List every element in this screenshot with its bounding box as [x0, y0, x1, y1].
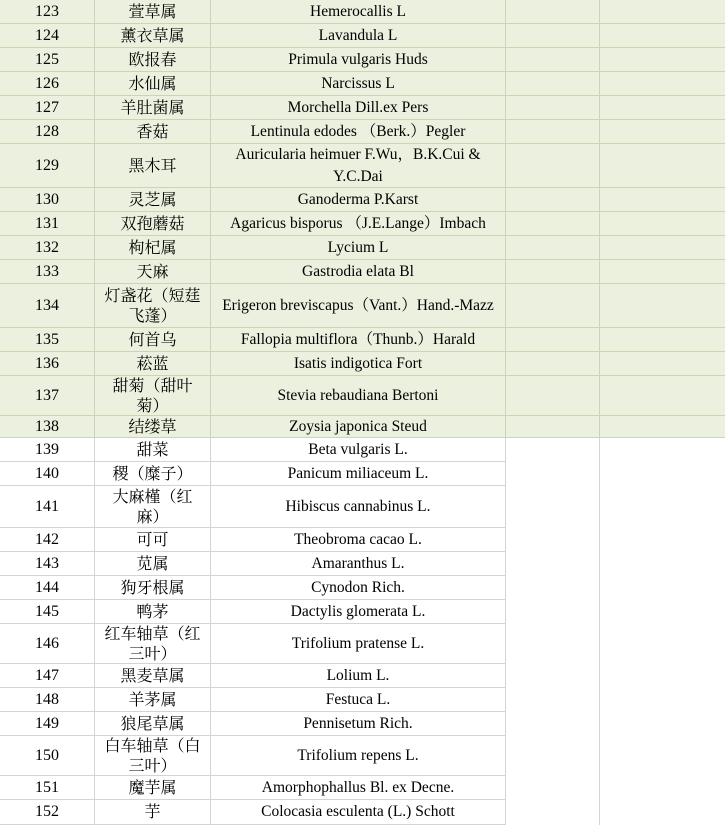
empty-cell[interactable]: [506, 328, 600, 352]
empty-cell[interactable]: [600, 462, 725, 486]
chinese-name-cell[interactable]: 甜菜: [95, 438, 211, 462]
latin-name-cell[interactable]: Isatis indigotica Fort: [211, 352, 506, 376]
row-number-cell[interactable]: 128: [0, 120, 95, 144]
empty-cell[interactable]: [600, 688, 725, 712]
row-number-cell[interactable]: 139: [0, 438, 95, 462]
row-number-cell[interactable]: 140: [0, 462, 95, 486]
latin-name-cell[interactable]: Colocasia esculenta (L.) Schott: [211, 800, 506, 825]
empty-cell[interactable]: [600, 24, 725, 48]
empty-cell[interactable]: [600, 188, 725, 212]
row-number-cell[interactable]: 145: [0, 600, 95, 624]
empty-cell[interactable]: [506, 438, 600, 462]
empty-cell[interactable]: [600, 736, 725, 776]
empty-cell[interactable]: [600, 776, 725, 800]
latin-name-cell[interactable]: Amorphophallus Bl. ex Decne.: [211, 776, 506, 800]
empty-cell[interactable]: [600, 416, 725, 438]
table-row[interactable]: [0, 212, 725, 236]
chinese-name-cell[interactable]: 芋: [95, 800, 211, 825]
empty-cell[interactable]: [506, 486, 600, 528]
chinese-name-cell[interactable]: 天麻: [95, 260, 211, 284]
empty-cell[interactable]: [506, 462, 600, 486]
row-number-cell[interactable]: 131: [0, 212, 95, 236]
chinese-name-cell[interactable]: 黑木耳: [95, 144, 211, 188]
chinese-name-cell[interactable]: 可可: [95, 528, 211, 552]
latin-name-cell[interactable]: Theobroma cacao L.: [211, 528, 506, 552]
latin-name-cell[interactable]: Festuca L.: [211, 688, 506, 712]
empty-cell[interactable]: [600, 260, 725, 284]
row-number-cell[interactable]: 138: [0, 416, 95, 438]
empty-cell[interactable]: [600, 144, 725, 188]
table-row[interactable]: [0, 528, 725, 552]
empty-cell[interactable]: [600, 376, 725, 416]
empty-cell[interactable]: [506, 664, 600, 688]
chinese-name-cell[interactable]: 灵芝属: [95, 188, 211, 212]
empty-cell[interactable]: [506, 120, 600, 144]
chinese-name-cell[interactable]: 菘蓝: [95, 352, 211, 376]
empty-cell[interactable]: [600, 352, 725, 376]
table-row[interactable]: [0, 736, 725, 776]
empty-cell[interactable]: [600, 800, 725, 825]
empty-cell[interactable]: [600, 712, 725, 736]
empty-cell[interactable]: [600, 328, 725, 352]
row-number-cell[interactable]: 130: [0, 188, 95, 212]
latin-name-cell[interactable]: Agaricus bisporus （J.E.Lange）Imbach: [211, 212, 506, 236]
latin-name-cell[interactable]: Stevia rebaudiana Bertoni: [211, 376, 506, 416]
table-row[interactable]: [0, 462, 725, 486]
empty-cell[interactable]: [506, 144, 600, 188]
latin-name-cell[interactable]: Hibiscus cannabinus L.: [211, 486, 506, 528]
table-row[interactable]: [0, 328, 725, 352]
chinese-name-cell[interactable]: 水仙属: [95, 72, 211, 96]
table-row[interactable]: [0, 352, 725, 376]
chinese-name-cell[interactable]: 稷（糜子）: [95, 462, 211, 486]
table-row[interactable]: [0, 188, 725, 212]
empty-cell[interactable]: [506, 712, 600, 736]
latin-name-cell[interactable]: Lolium L.: [211, 664, 506, 688]
row-number-cell[interactable]: 123: [0, 0, 95, 24]
empty-cell[interactable]: [506, 552, 600, 576]
latin-name-cell[interactable]: Lentinula edodes （Berk.）Pegler: [211, 120, 506, 144]
table-row[interactable]: [0, 120, 725, 144]
row-number-cell[interactable]: 143: [0, 552, 95, 576]
chinese-name-cell[interactable]: 双孢蘑菇: [95, 212, 211, 236]
empty-cell[interactable]: [600, 96, 725, 120]
table-row[interactable]: [0, 800, 725, 825]
empty-cell[interactable]: [506, 284, 600, 328]
empty-cell[interactable]: [600, 552, 725, 576]
table-row[interactable]: [0, 416, 725, 438]
empty-cell[interactable]: [600, 48, 725, 72]
latin-name-cell[interactable]: Fallopia multiflora（Thunb.）Harald: [211, 328, 506, 352]
table-row[interactable]: [0, 576, 725, 600]
chinese-name-cell[interactable]: 何首乌: [95, 328, 211, 352]
table-row[interactable]: [0, 776, 725, 800]
empty-cell[interactable]: [506, 576, 600, 600]
latin-name-cell[interactable]: Narcissus L: [211, 72, 506, 96]
empty-cell[interactable]: [506, 48, 600, 72]
chinese-name-cell[interactable]: 大麻槿（红麻）: [95, 486, 211, 528]
chinese-name-cell[interactable]: 羊茅属: [95, 688, 211, 712]
row-number-cell[interactable]: 144: [0, 576, 95, 600]
latin-name-cell[interactable]: Beta vulgaris L.: [211, 438, 506, 462]
latin-name-cell[interactable]: Amaranthus L.: [211, 552, 506, 576]
latin-name-cell[interactable]: Zoysia japonica Steud: [211, 416, 506, 438]
row-number-cell[interactable]: 126: [0, 72, 95, 96]
empty-cell[interactable]: [506, 212, 600, 236]
empty-cell[interactable]: [600, 212, 725, 236]
empty-cell[interactable]: [506, 624, 600, 664]
table-row[interactable]: [0, 552, 725, 576]
latin-name-cell[interactable]: Erigeron breviscapus（Vant.）Hand.-Mazz: [211, 284, 506, 328]
chinese-name-cell[interactable]: 萱草属: [95, 0, 211, 24]
empty-cell[interactable]: [600, 120, 725, 144]
table-row[interactable]: [0, 0, 725, 24]
empty-cell[interactable]: [506, 376, 600, 416]
empty-cell[interactable]: [600, 438, 725, 462]
latin-name-cell[interactable]: Lycium L: [211, 236, 506, 260]
row-number-cell[interactable]: 124: [0, 24, 95, 48]
chinese-name-cell[interactable]: 魔芋属: [95, 776, 211, 800]
empty-cell[interactable]: [506, 188, 600, 212]
latin-name-cell[interactable]: Morchella Dill.ex Pers: [211, 96, 506, 120]
empty-cell[interactable]: [506, 736, 600, 776]
highlight-boundary-line: [506, 437, 725, 438]
latin-name-cell[interactable]: Primula vulgaris Huds: [211, 48, 506, 72]
chinese-name-cell[interactable]: 灯盏花（短莛飞蓬）: [95, 284, 211, 328]
latin-name-cell[interactable]: Cynodon Rich.: [211, 576, 506, 600]
empty-cell[interactable]: [506, 600, 600, 624]
row-number-cell[interactable]: 148: [0, 688, 95, 712]
chinese-name-cell[interactable]: 枸杞属: [95, 236, 211, 260]
empty-cell[interactable]: [506, 416, 600, 438]
table-row[interactable]: [0, 48, 725, 72]
latin-name-cell[interactable]: Panicum miliaceum L.: [211, 462, 506, 486]
empty-cell[interactable]: [600, 664, 725, 688]
row-number-cell[interactable]: 142: [0, 528, 95, 552]
row-number-cell[interactable]: 132: [0, 236, 95, 260]
latin-name-cell[interactable]: Trifolium pratense L.: [211, 624, 506, 664]
latin-name-cell[interactable]: Hemerocallis L: [211, 0, 506, 24]
table-row[interactable]: [0, 72, 725, 96]
chinese-name-cell[interactable]: 红车轴草（红三叶）: [95, 624, 211, 664]
table-row[interactable]: [0, 712, 725, 736]
row-number-cell[interactable]: 134: [0, 284, 95, 328]
latin-name-cell[interactable]: Gastrodia elata Bl: [211, 260, 506, 284]
empty-cell[interactable]: [506, 96, 600, 120]
empty-cell[interactable]: [600, 528, 725, 552]
table-row[interactable]: [0, 144, 725, 188]
row-number-cell[interactable]: 146: [0, 624, 95, 664]
empty-cell[interactable]: [506, 800, 600, 825]
empty-cell[interactable]: [600, 0, 725, 24]
latin-name-cell[interactable]: Lavandula L: [211, 24, 506, 48]
empty-cell[interactable]: [506, 528, 600, 552]
chinese-name-cell[interactable]: 欧报春: [95, 48, 211, 72]
chinese-name-cell[interactable]: 鸭茅: [95, 600, 211, 624]
empty-cell[interactable]: [600, 576, 725, 600]
empty-cell[interactable]: [506, 260, 600, 284]
row-number-cell[interactable]: 137: [0, 376, 95, 416]
chinese-name-cell[interactable]: 结缕草: [95, 416, 211, 438]
empty-cell[interactable]: [506, 0, 600, 24]
row-number-cell[interactable]: 125: [0, 48, 95, 72]
row-number-cell[interactable]: 147: [0, 664, 95, 688]
chinese-name-cell[interactable]: 狼尾草属: [95, 712, 211, 736]
table-row[interactable]: [0, 376, 725, 416]
empty-cell[interactable]: [506, 688, 600, 712]
empty-cell[interactable]: [600, 72, 725, 96]
chinese-name-cell[interactable]: 狗牙根属: [95, 576, 211, 600]
chinese-name-cell[interactable]: 薰衣草属: [95, 24, 211, 48]
empty-cell[interactable]: [506, 352, 600, 376]
row-number-cell[interactable]: 133: [0, 260, 95, 284]
chinese-name-cell[interactable]: 苋属: [95, 552, 211, 576]
table-row[interactable]: [0, 236, 725, 260]
table-row[interactable]: [0, 688, 725, 712]
chinese-name-cell[interactable]: 羊肚菌属: [95, 96, 211, 120]
row-number-cell[interactable]: 152: [0, 800, 95, 825]
latin-name-cell[interactable]: Trifolium repens L.: [211, 736, 506, 776]
row-number-cell[interactable]: 135: [0, 328, 95, 352]
row-number-cell[interactable]: 149: [0, 712, 95, 736]
latin-name-cell[interactable]: Ganoderma P.Karst: [211, 188, 506, 212]
table-row[interactable]: [0, 486, 725, 528]
chinese-name-cell[interactable]: 香菇: [95, 120, 211, 144]
empty-cell[interactable]: [506, 776, 600, 800]
table-row[interactable]: [0, 624, 725, 664]
table-row[interactable]: [0, 664, 725, 688]
empty-cell[interactable]: [506, 24, 600, 48]
empty-cell[interactable]: [600, 236, 725, 260]
empty-cell[interactable]: [600, 600, 725, 624]
chinese-name-cell[interactable]: 白车轴草（白三叶）: [95, 736, 211, 776]
empty-cell[interactable]: [600, 486, 725, 528]
latin-name-cell[interactable]: Dactylis glomerata L.: [211, 600, 506, 624]
row-number-cell[interactable]: 127: [0, 96, 95, 120]
chinese-name-cell[interactable]: 甜菊（甜叶菊）: [95, 376, 211, 416]
row-number-cell[interactable]: 141: [0, 486, 95, 528]
latin-name-cell[interactable]: Auricularia heimuer F.Wu，B.K.Cui & Y.C.Dai: [211, 144, 506, 188]
table-row[interactable]: [0, 260, 725, 284]
row-number-cell[interactable]: 151: [0, 776, 95, 800]
table-row[interactable]: [0, 600, 725, 624]
empty-cell[interactable]: [506, 72, 600, 96]
table-row[interactable]: [0, 438, 725, 462]
empty-cell[interactable]: [600, 624, 725, 664]
row-number-cell[interactable]: 129: [0, 144, 95, 188]
table-row[interactable]: [0, 96, 725, 120]
chinese-name-cell[interactable]: 黑麦草属: [95, 664, 211, 688]
row-number-cell[interactable]: 136: [0, 352, 95, 376]
table-row[interactable]: [0, 24, 725, 48]
empty-cell[interactable]: [600, 284, 725, 328]
empty-cell[interactable]: [506, 236, 600, 260]
latin-name-cell[interactable]: Pennisetum Rich.: [211, 712, 506, 736]
table-row[interactable]: [0, 284, 725, 328]
row-number-cell[interactable]: 150: [0, 736, 95, 776]
